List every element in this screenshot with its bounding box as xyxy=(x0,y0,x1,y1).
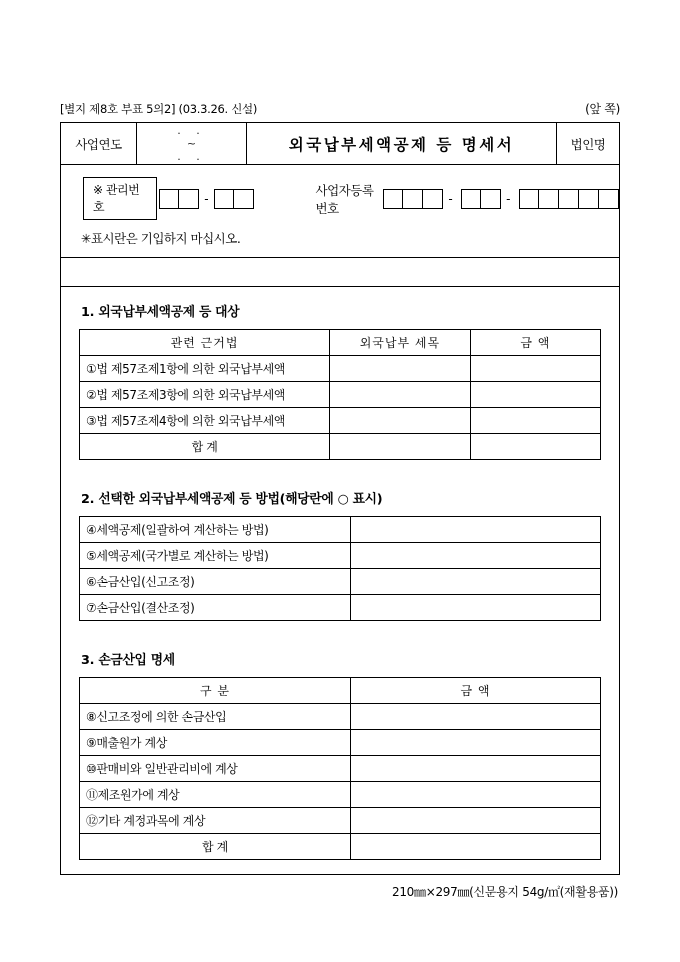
form-sheet xyxy=(60,100,620,900)
table-total-row xyxy=(80,834,601,860)
row-label: ⑥손금산입(신고조정) xyxy=(80,569,351,595)
table-row xyxy=(80,569,601,595)
total-label: 합 계 xyxy=(80,834,351,860)
row-label: ⑪제조원가에 계상 xyxy=(80,782,351,808)
table-header-row xyxy=(80,678,601,704)
row-label: ⑩판매비와 일반관리비에 계상 xyxy=(80,756,351,782)
business-year-tilde: ~ xyxy=(186,137,197,150)
biz-number-group-2[interactable] xyxy=(461,189,501,209)
form-title-row xyxy=(61,123,619,165)
column-header-taxitem: 외국납부 세목 xyxy=(330,330,471,356)
input-cell[interactable] xyxy=(519,189,539,209)
table-row xyxy=(80,808,601,834)
row-label: ②법 제57조제3항에 의한 외국납부세액 xyxy=(80,382,330,408)
input-cell[interactable] xyxy=(214,189,234,209)
cell-mark[interactable] xyxy=(350,543,600,569)
table-row xyxy=(80,408,601,434)
section-3-table xyxy=(79,677,601,860)
row-label: ⑧신고조정에 의한 손금산입 xyxy=(80,704,351,730)
input-cell[interactable] xyxy=(599,189,619,209)
section-2-table xyxy=(79,516,601,621)
cell-mark[interactable] xyxy=(350,595,600,621)
form-code-note: [별지 제8호 부표 5의2] (03.3.26. 신설) xyxy=(60,102,258,116)
total-label: 합 계 xyxy=(80,434,330,460)
business-year-label: 사업연도 xyxy=(61,123,137,164)
biz-number-dash-1: - xyxy=(448,191,453,206)
form-outer-box xyxy=(60,122,620,875)
section-1-title: 1. 외국납부세액공제 등 대상 xyxy=(81,305,240,320)
input-cell[interactable] xyxy=(383,189,403,209)
cell-amount[interactable] xyxy=(350,808,600,834)
input-cell[interactable] xyxy=(423,189,443,209)
input-cell[interactable] xyxy=(559,189,579,209)
section-2-title: 2. 선택한 외국납부세액공제 등 방법(해당란에 ○ 표시) xyxy=(81,492,383,507)
table-row xyxy=(80,704,601,730)
biz-number-dash-2: - xyxy=(506,191,510,206)
section-2 xyxy=(61,474,619,635)
input-cell[interactable] xyxy=(179,189,199,209)
section-1 xyxy=(61,287,619,474)
row-label: ③법 제57조제4항에 의한 외국납부세액 xyxy=(80,408,330,434)
identification-block xyxy=(61,165,619,258)
input-cell[interactable] xyxy=(539,189,559,209)
management-number-dash: - xyxy=(204,191,209,206)
table-row xyxy=(80,730,601,756)
cell-amount-total[interactable] xyxy=(470,434,600,460)
row-label: ⑫기타 계정과목에 계상 xyxy=(80,808,351,834)
row-label: ①법 제57조제1항에 의한 외국납부세액 xyxy=(80,356,330,382)
cell-mark[interactable] xyxy=(350,517,600,543)
cell-mark[interactable] xyxy=(350,569,600,595)
biz-number-group-1[interactable] xyxy=(383,189,443,209)
table-row xyxy=(80,543,601,569)
cell-amount-total[interactable] xyxy=(350,834,600,860)
table-row xyxy=(80,356,601,382)
business-registration-number-row xyxy=(316,181,619,217)
table-row xyxy=(80,517,601,543)
input-cell[interactable] xyxy=(481,189,501,209)
table-total-row xyxy=(80,434,601,460)
cell-amount[interactable] xyxy=(350,756,600,782)
cell-amount[interactable] xyxy=(350,782,600,808)
business-year-end: . . xyxy=(177,150,206,163)
cell-amount[interactable] xyxy=(470,408,600,434)
row-label: ⑦손금산입(결산조정) xyxy=(80,595,351,621)
column-header-amount: 금 액 xyxy=(350,678,600,704)
row-label: ④세액공제(일괄하여 계산하는 방법) xyxy=(80,517,351,543)
table-row xyxy=(80,756,601,782)
input-cell[interactable] xyxy=(159,189,179,209)
cell-amount[interactable] xyxy=(470,356,600,382)
cell-taxitem[interactable] xyxy=(330,382,471,408)
business-year-value[interactable] xyxy=(137,123,247,164)
cell-taxitem[interactable] xyxy=(330,356,471,382)
column-header-amount: 금 액 xyxy=(470,330,600,356)
column-header-division: 구 분 xyxy=(80,678,351,704)
input-cell[interactable] xyxy=(579,189,599,209)
row-label: ⑤세액공제(국가별로 계산하는 방법) xyxy=(80,543,351,569)
management-number-boxes-left[interactable] xyxy=(159,189,199,209)
management-number-row xyxy=(61,177,619,220)
cell-amount[interactable] xyxy=(350,704,600,730)
section-1-table xyxy=(79,329,601,460)
input-cell[interactable] xyxy=(403,189,423,209)
business-registration-number-label: 사업자등록번호 xyxy=(315,182,374,216)
table-header-row xyxy=(80,330,601,356)
input-cell[interactable] xyxy=(461,189,481,209)
document-header-line xyxy=(60,100,620,117)
management-number-boxes-right[interactable] xyxy=(214,189,254,209)
do-not-fill-note: ✳표시란은 기입하지 마십시오. xyxy=(81,231,241,246)
table-row xyxy=(80,382,601,408)
paper-spec-note: 210㎜×297㎜(신문용지 54g/㎡(재활용품)) xyxy=(392,885,618,899)
management-number-label xyxy=(83,177,157,220)
cell-amount[interactable] xyxy=(350,730,600,756)
corporation-name-label: 법인명 xyxy=(570,136,606,152)
business-year-start: . . xyxy=(177,124,206,137)
table-row xyxy=(80,782,601,808)
row-label: ⑨매출원가 계상 xyxy=(80,730,351,756)
column-header-basis: 관련 근거법 xyxy=(80,330,330,356)
cell-taxitem-total[interactable] xyxy=(330,434,471,460)
management-number-text: 관리번호 xyxy=(93,183,140,214)
cell-amount[interactable] xyxy=(470,382,600,408)
page-title: 외국납부세액공제 등 명세서 xyxy=(247,123,557,164)
input-cell[interactable] xyxy=(234,189,254,209)
asterisk-icon: ※ xyxy=(93,183,103,197)
blank-band xyxy=(61,258,619,287)
cell-taxitem[interactable] xyxy=(330,408,471,434)
section-3-title: 3. 손금산입 명세 xyxy=(81,653,175,668)
biz-number-group-3[interactable] xyxy=(519,189,619,209)
page-side-note: (앞 쪽) xyxy=(585,102,620,116)
table-row xyxy=(80,595,601,621)
section-3 xyxy=(61,635,619,874)
